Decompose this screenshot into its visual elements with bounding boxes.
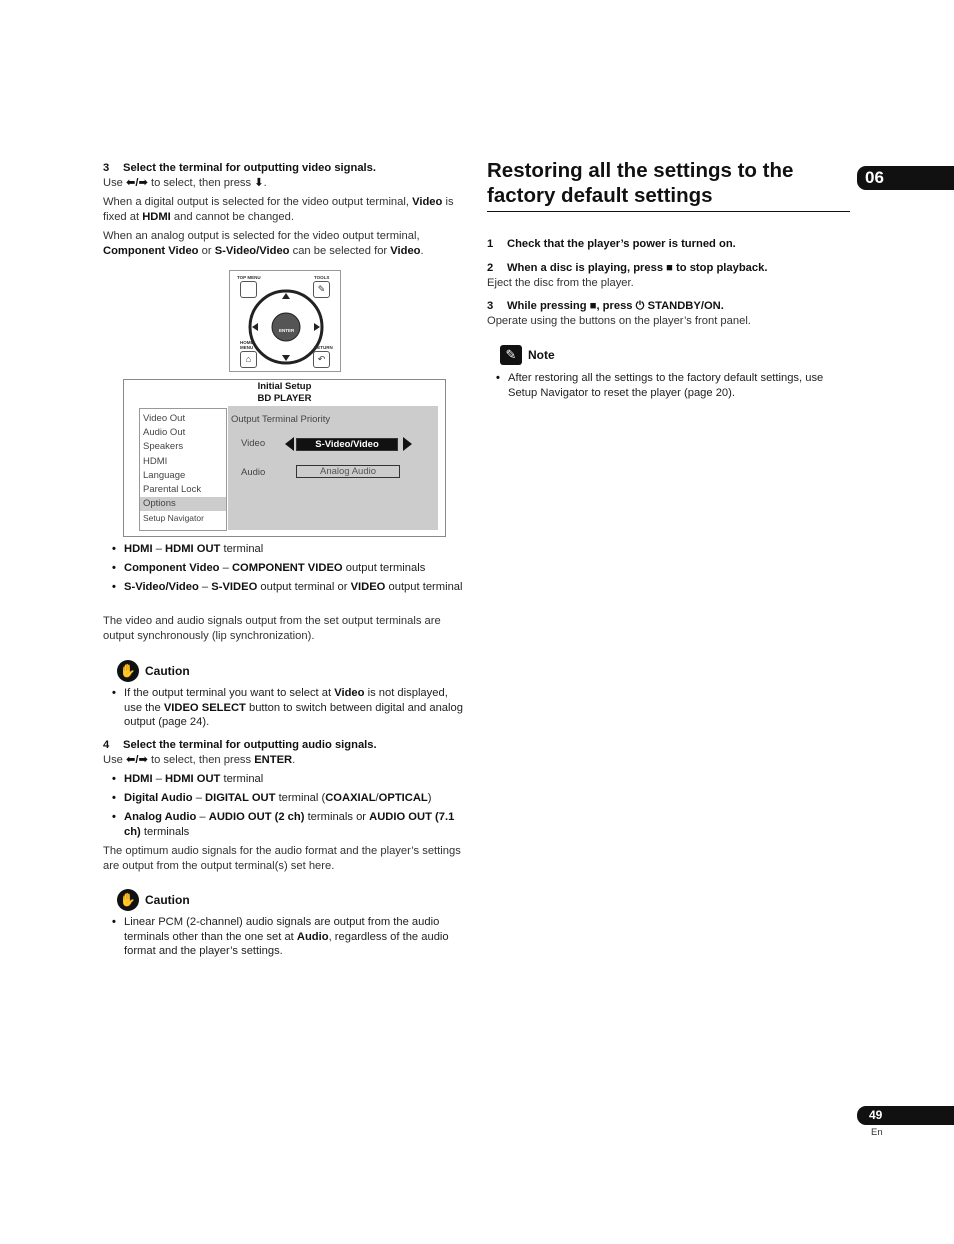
section-title: Restoring all the settings to the factory default settings xyxy=(487,159,794,207)
note-pencil-icon: ✎ xyxy=(500,345,522,365)
step-number: 3 xyxy=(103,162,110,174)
list-item: • HDMI – HDMI OUT terminal xyxy=(103,772,468,787)
settings-panel xyxy=(228,406,438,530)
home-menu-label-line2: MENU xyxy=(240,345,254,350)
list-item: • HDMI – HDMI OUT terminal xyxy=(103,542,468,557)
page-number-tab xyxy=(857,1106,954,1125)
paragraph-optimum-audio: The optimum audio signals for the audio format and the player’s settings are output from the output terminal(s) set here. xyxy=(103,845,461,872)
step-title: Select the terminal for outputting video signals. xyxy=(123,162,376,174)
menu-item-video-out: Video Out xyxy=(143,413,186,424)
top-menu-label: TOP MENU xyxy=(237,275,261,280)
paragraph-digital-output: When a digital output is selected for the video output terminal, Video is fixed at HDMI and cannot be changed. xyxy=(103,196,454,223)
return-label: RETURN xyxy=(314,345,333,350)
step-3: 3 Select the terminal for outputting video signals. Use ⬅/➡ to select, then press ⬇. xyxy=(103,162,376,189)
list-item: • Analog Audio – AUDIO OUT (2 ch) terminals or AUDIO OUT (7.1 ch) terminals xyxy=(103,810,468,839)
restore-step-2: 2 When a disc is playing, press ■ to stop playback. Eject the disc from the player. xyxy=(487,261,852,290)
power-icon: ⏻ xyxy=(635,300,645,312)
menu-item-speakers: Speakers xyxy=(143,441,184,453)
menu-item-parental-lock: Parental Lock xyxy=(143,484,202,496)
menu-item-setup-navigator: Setup Navigator xyxy=(143,513,204,524)
paragraph-analog-output: When an analog output is selected for the video output terminal, Component Video or S-Video/Video can be selected for Video. xyxy=(103,230,424,257)
menu-item-options: Options xyxy=(140,497,226,511)
tools-label: TOOLS xyxy=(314,275,330,280)
chapter-tab xyxy=(857,166,954,190)
return-button xyxy=(313,351,330,368)
note-list xyxy=(487,371,852,405)
step-number: 4 xyxy=(103,739,110,751)
left-arrow-icon xyxy=(285,437,294,451)
audio-value: Analog Audio xyxy=(296,465,400,478)
caution-heading: ✋ Caution xyxy=(103,660,190,682)
page-number: 49 xyxy=(869,1108,883,1123)
list-item: • Linear PCM (2-channel) audio signals are output from the audio terminals other than the one set at Audio, regardless of the audio format and the player’s settings. xyxy=(103,915,468,959)
note-heading: ✎ Note xyxy=(487,345,555,365)
home-icon: ⌂ xyxy=(245,354,252,365)
list-item: • S-Video/Video – S-VIDEO output terminal or VIDEO output terminal xyxy=(103,580,468,595)
initial-setup-screen xyxy=(123,379,446,537)
screen-title: Initial Setup xyxy=(257,381,312,392)
menu-item-audio-out: Audio Out xyxy=(143,427,186,439)
step-body: Eject the disc from the player. xyxy=(487,276,634,289)
audio-label: Audio xyxy=(241,467,266,478)
restore-step-1: 1 Check that the player’s power is turned on. xyxy=(487,238,736,250)
home-menu-button xyxy=(240,351,257,368)
video-value: S-Video/Video xyxy=(296,438,398,451)
video-label: Video xyxy=(241,438,266,449)
right-arrow-icon xyxy=(403,437,412,451)
menu-item-language: Language xyxy=(143,469,186,481)
paragraph-lip-sync: The video and audio signals output from the set output terminals are output synchronously (lip synchronization). xyxy=(103,615,441,642)
language-code: En xyxy=(871,1127,883,1138)
caution-heading: ✋ Caution xyxy=(103,889,190,911)
wrench-icon: ✎ xyxy=(317,284,326,295)
step-4: 4 Select the terminal for outputting audio signals. Use ⬅/➡ to select, then press ENTER. xyxy=(103,739,377,766)
audio-terminal-list xyxy=(103,772,468,844)
enter-label: ENTER xyxy=(279,328,295,333)
return-icon: ↶ xyxy=(317,354,326,365)
setup-menu xyxy=(139,408,227,531)
stop-icon: ■ xyxy=(666,262,673,274)
step-body: Operate using the buttons on the player’s front panel. xyxy=(487,314,751,327)
left-right-arrow-icon: ⬅/➡ xyxy=(126,176,148,189)
title-rule xyxy=(487,211,850,212)
left-right-arrow-icon: ⬅/➡ xyxy=(126,753,148,766)
panel-title: Output Terminal Priority xyxy=(231,414,331,425)
caution-list xyxy=(103,915,468,963)
chapter-number: 06 xyxy=(865,167,884,187)
step-title: Select the terminal for outputting audio signals. xyxy=(123,739,377,751)
video-terminal-list xyxy=(103,542,468,599)
home-menu-label: HOME xyxy=(240,340,254,345)
caution-hand-icon: ✋ xyxy=(117,889,139,911)
caution-list xyxy=(103,686,468,734)
restore-step-3: 3 While pressing ■, press ⏻ STANDBY/ON. Operate using the buttons on the player’s front panel. xyxy=(487,299,852,328)
caution-hand-icon: ✋ xyxy=(117,660,139,682)
list-item: • Component Video – COMPONENT VIDEO output terminals xyxy=(103,561,468,576)
screen-subtitle: BD PLAYER xyxy=(257,393,312,404)
menu-item-hdmi: HDMI xyxy=(143,455,168,467)
remote-control-illustration xyxy=(229,270,341,372)
list-item: • If the output terminal you want to select at Video is not displayed, use the VIDEO SELECT button to switch between digital and analog output (page 24). xyxy=(103,686,468,730)
list-item: • Digital Audio – DIGITAL OUT terminal (COAXIAL/OPTICAL) xyxy=(103,791,468,806)
list-item: • After restoring all the settings to the factory default settings, use Setup Navigator to reset the player (page 20). xyxy=(487,371,852,400)
down-arrow-icon: ⬇ xyxy=(254,176,264,189)
stop-icon: ■ xyxy=(589,300,597,312)
